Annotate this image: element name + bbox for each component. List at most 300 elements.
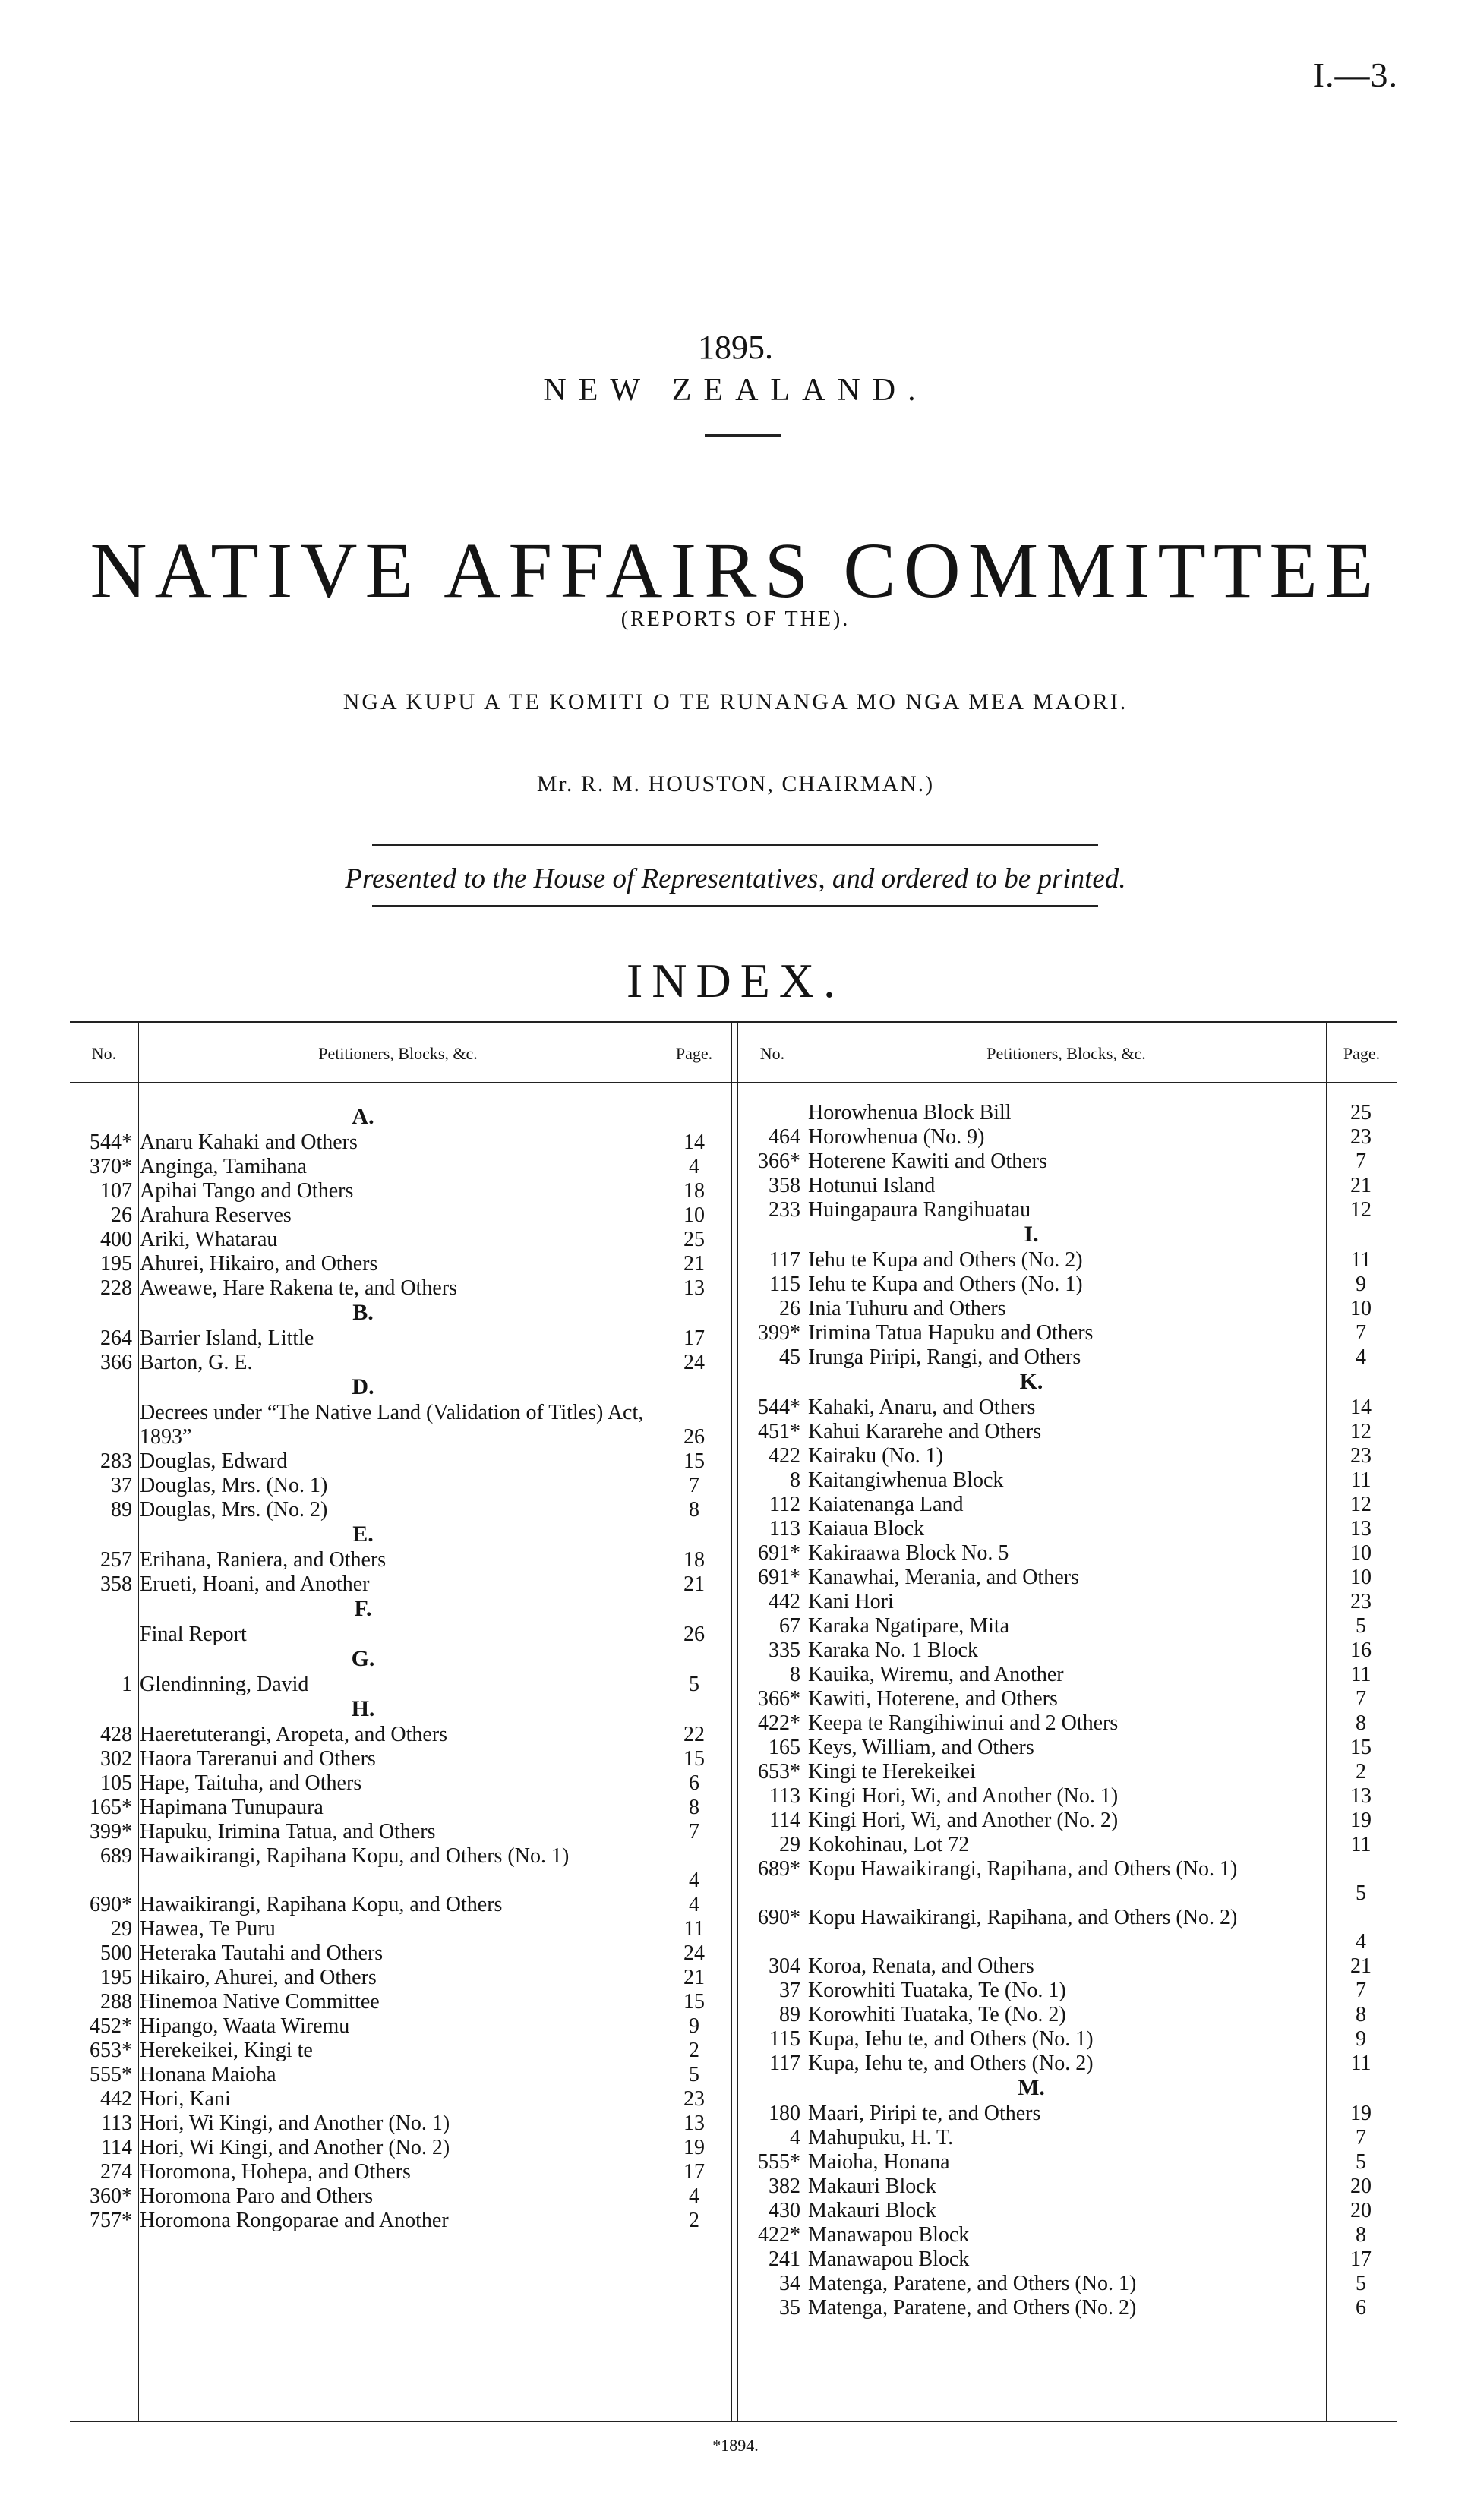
entry-page: 10: [683, 1203, 705, 1227]
header-petitioners-left: Petitioners, Blocks, &c.: [318, 1044, 478, 1063]
entry-name: Keys, William, and Others: [808, 1736, 1034, 1759]
document-year: 1895.: [698, 329, 773, 366]
entry-name: Korowhiti Tuataka, Te (No. 2): [808, 2003, 1066, 2026]
entry-page: 19: [683, 2136, 705, 2159]
entry-number: 500: [100, 1941, 132, 1965]
index-entry: [738, 1857, 1399, 1906]
entry-number: 113: [769, 1517, 800, 1541]
entry-page: 4: [689, 1869, 699, 1892]
entry-page: 13: [1350, 1517, 1372, 1541]
index-letter-heading: [70, 1597, 731, 1623]
entry-name: Kokohinau, Lot 72: [808, 1833, 970, 1856]
entry-number: 690*: [758, 1906, 800, 1929]
entry-number: 335: [769, 1638, 800, 1662]
entry-page: 11: [1350, 1468, 1372, 1492]
index-entry: [738, 1273, 1399, 1297]
entry-page: 7: [1356, 1150, 1366, 1173]
entry-page: 9: [1356, 2027, 1366, 2051]
entry-page: 14: [1350, 1396, 1372, 1419]
letter-heading-text: D.: [352, 1374, 374, 1399]
index-entry: [70, 1990, 731, 2014]
entry-page: 9: [1356, 1273, 1366, 1296]
index-entry: [738, 1906, 1399, 1954]
index-entry: [70, 1179, 731, 1203]
index-entry: [738, 1638, 1399, 1663]
index-entry: [738, 1663, 1399, 1687]
entry-name: Horowhenua Block Bill: [808, 1101, 1012, 1124]
entry-name: Irimina Tatua Hapuku and Others: [808, 1321, 1094, 1345]
entry-number: 195: [100, 1966, 132, 1989]
index-letter-heading: [738, 1370, 1399, 1396]
letter-heading-text: K.: [1019, 1369, 1043, 1394]
entry-number: 165*: [90, 1796, 132, 1819]
entry-number: 117: [769, 2052, 800, 2075]
entry-name: Matenga, Paratene, and Others (No. 1): [808, 2272, 1137, 2295]
index-entry: [738, 1541, 1399, 1566]
entry-page: 19: [1350, 2102, 1372, 2125]
entry-page: 4: [689, 1893, 699, 1916]
entry-page: 2: [689, 2039, 699, 2062]
index-entry: [738, 1614, 1399, 1638]
entry-number: 1: [122, 1673, 132, 1696]
index-left-column: [70, 1105, 731, 2233]
entry-number: 113: [101, 2112, 132, 2135]
entry-name: Erihana, Raniera, and Others: [140, 1548, 387, 1572]
entry-number: 689: [100, 1844, 132, 1868]
entry-number: 430: [769, 2199, 800, 2222]
entry-name: Horomona Rongoparae and Another: [140, 2209, 449, 2232]
entry-number: 195: [100, 1252, 132, 1276]
table-header-rule: [70, 1082, 1397, 1083]
entry-name: Manawapou Block: [808, 2223, 970, 2247]
index-entry: [738, 1150, 1399, 1174]
header-no-left: No.: [91, 1044, 117, 1063]
entry-name: Keepa te Rangihiwinui and 2 Others: [808, 1711, 1119, 1735]
entry-name: Manawapou Block: [808, 2247, 970, 2271]
header-page-right: Page.: [1343, 1044, 1381, 1063]
entry-number: 89: [779, 2003, 800, 2026]
entry-name: Kani Hori: [808, 1590, 894, 1613]
entry-number: 37: [111, 1474, 132, 1497]
index-entry: [70, 1474, 731, 1498]
index-entry: [70, 1449, 731, 1474]
entry-page: 20: [1350, 2175, 1372, 2198]
index-entry: [70, 1844, 731, 1893]
entry-page: 17: [1350, 2247, 1372, 2271]
entry-name: Kaitangiwhenua Block: [808, 1468, 1004, 1492]
entry-page: 26: [683, 1623, 705, 1646]
entry-name: Hawaikirangi, Rapihana Kopu, and Others: [140, 1893, 503, 1916]
index-entry: [738, 1174, 1399, 1198]
index-entry: [70, 2136, 731, 2160]
index-entry: [70, 1155, 731, 1179]
entry-page: 21: [683, 1966, 705, 1989]
entry-number: 8: [790, 1663, 800, 1686]
entry-name: Maioha, Honana: [808, 2150, 950, 2174]
index-entry: [70, 1723, 731, 1747]
entry-number: 358: [769, 1174, 800, 1197]
entry-number: 691*: [758, 1541, 800, 1565]
entry-number: 117: [769, 1248, 800, 1272]
entry-page: 2: [689, 2209, 699, 2232]
entry-page: 5: [1356, 2272, 1366, 2295]
index-letter-heading: [70, 1301, 731, 1326]
index-entry: [738, 2247, 1399, 2272]
entry-page: 7: [689, 1474, 699, 1497]
entry-name: Hoterene Kawiti and Others: [808, 1150, 1047, 1173]
entry-name: Kingi te Herekeikei: [808, 1760, 976, 1784]
index-entry: [70, 1351, 731, 1375]
entry-name: Anaru Kahaki and Others: [140, 1131, 358, 1154]
entry-number: 366*: [758, 1150, 800, 1173]
entry-name: Kopu Hawaikirangi, Rapihana, and Others (No. 2): [808, 1906, 1238, 1929]
entry-name: Haora Tareranui and Others: [140, 1747, 376, 1771]
index-entry: [738, 1444, 1399, 1468]
entry-name: Kupa, Iehu te, and Others (No. 2): [808, 2052, 1094, 2075]
entry-name: Kingi Hori, Wi, and Another (No. 1): [808, 1784, 1119, 1808]
maori-title: NGA KUPU A TE KOMITI O TE RUNANGA MO NGA MEA MAORI.: [342, 689, 1129, 714]
index-entry: [738, 2150, 1399, 2175]
entry-name: Herekeikei, Kingi te: [140, 2039, 313, 2062]
entry-number: 360*: [90, 2184, 132, 2208]
index-entry: [70, 2184, 731, 2209]
index-entry: [738, 2126, 1399, 2150]
index-entry: [70, 1747, 731, 1771]
entry-number: 114: [101, 2136, 132, 2159]
entry-number: 113: [769, 1784, 800, 1808]
entry-number: 29: [779, 1833, 800, 1856]
document-title: NATIVE AFFAIRS COMMITTEE: [90, 527, 1381, 614]
index-entry: [70, 1966, 731, 1990]
index-entry: [738, 1297, 1399, 1321]
entry-name: Douglas, Edward: [140, 1449, 288, 1473]
index-entry: [70, 2063, 731, 2087]
entry-page: 5: [689, 2063, 699, 2086]
entry-page: 23: [1350, 1590, 1372, 1613]
entry-page: 18: [683, 1179, 705, 1203]
entry-name: Hawaikirangi, Rapihana Kopu, and Others (No. 1): [140, 1844, 570, 1868]
index-entry: [738, 2296, 1399, 2320]
entry-page: 7: [1356, 1687, 1366, 1711]
entry-number: 115: [769, 1273, 800, 1296]
entry-name: Kairaku (No. 1): [808, 1444, 944, 1468]
entry-page: 13: [683, 1276, 705, 1300]
entry-page: 20: [1350, 2199, 1372, 2222]
entry-name: Kakiraawa Block No. 5: [808, 1541, 1009, 1565]
entry-page: 17: [683, 1326, 705, 1350]
entry-page: 9: [689, 2014, 699, 2038]
entry-number: 422*: [758, 2223, 800, 2247]
entry-number: 89: [111, 1498, 132, 1522]
index-entry: [738, 1125, 1399, 1150]
entry-number: 691*: [758, 1566, 800, 1589]
table-bottom-rule: [70, 2421, 1397, 2422]
entry-page: 8: [689, 1498, 699, 1522]
index-entry: [70, 2160, 731, 2184]
index-letter-heading: [70, 1697, 731, 1723]
entry-page: 4: [1356, 1345, 1366, 1369]
index-entry: [738, 2272, 1399, 2296]
entry-number: 29: [111, 1917, 132, 1941]
header-page-left: Page.: [675, 1044, 713, 1063]
country-heading: NEW ZEALAND.: [543, 373, 928, 408]
entry-name: Ariki, Whatarau: [140, 1228, 278, 1251]
entry-page: 4: [1356, 1930, 1366, 1954]
entry-number: 689*: [758, 1857, 800, 1881]
entry-page: 13: [683, 2112, 705, 2135]
entry-name: Hawea, Te Puru: [140, 1917, 276, 1941]
entry-number: 283: [100, 1449, 132, 1473]
index-letter-heading: [738, 1222, 1399, 1248]
entry-page: 21: [1350, 1174, 1372, 1197]
entry-number: 653*: [90, 2039, 132, 2062]
entry-name: Hape, Taituha, and Others: [140, 1771, 362, 1795]
letter-heading-text: M.: [1018, 2075, 1045, 2100]
entry-name: Horomona, Hohepa, and Others: [140, 2160, 411, 2184]
letter-heading-text: A.: [352, 1104, 374, 1129]
index-entry: [738, 2003, 1399, 2027]
index-entry: [70, 1572, 731, 1597]
entry-page: 10: [1350, 1541, 1372, 1565]
entry-number: 653*: [758, 1760, 800, 1784]
index-entry: [738, 1833, 1399, 1857]
entry-page: 8: [1356, 1711, 1366, 1735]
entry-number: 257: [100, 1548, 132, 1572]
entry-number: 555*: [90, 2063, 132, 2086]
entry-number: 464: [769, 1125, 800, 1149]
entry-number: 302: [100, 1747, 132, 1771]
entry-name: Iehu te Kupa and Others (No. 2): [808, 1248, 1083, 1272]
index-entry: [70, 1548, 731, 1572]
entry-page: 4: [689, 1155, 699, 1178]
entry-name: Hipango, Waata Wiremu: [140, 2014, 350, 2038]
entry-page: 21: [683, 1252, 705, 1276]
entry-page: 13: [1350, 1784, 1372, 1808]
entry-page: 14: [683, 1131, 705, 1154]
entry-number: 67: [779, 1614, 800, 1638]
entry-page: 19: [1350, 1809, 1372, 1832]
index-entry: [738, 1760, 1399, 1784]
entry-page: 21: [683, 1572, 705, 1596]
divider: [705, 434, 781, 437]
entry-name: Kawiti, Hoterene, and Others: [808, 1687, 1058, 1711]
entry-name: Iehu te Kupa and Others (No. 1): [808, 1273, 1083, 1296]
entry-name: Makauri Block: [808, 2175, 936, 2198]
entry-name: Makauri Block: [808, 2199, 936, 2222]
entry-number: 107: [100, 1179, 132, 1203]
divider: [372, 905, 1098, 907]
entry-name: Aweawe, Hare Rakena te, and Others: [140, 1276, 458, 1300]
index-entry: [70, 1673, 731, 1697]
entry-number: 45: [779, 1345, 800, 1369]
entry-name: Arahura Reserves: [140, 1203, 292, 1227]
index-entry: [70, 1796, 731, 1820]
entry-number: 304: [769, 1954, 800, 1978]
entry-number: 288: [100, 1990, 132, 2014]
entry-number: 544*: [758, 1396, 800, 1419]
index-entry: [70, 1623, 731, 1647]
entry-page: 22: [683, 1723, 705, 1746]
entry-name: Hapuku, Irimina Tatua, and Others: [140, 1820, 436, 1843]
entry-page: 12: [1350, 1420, 1372, 1443]
entry-page: 15: [683, 1990, 705, 2014]
entry-name: Kingi Hori, Wi, and Another (No. 2): [808, 1809, 1119, 1832]
entry-number: 442: [100, 2087, 132, 2111]
index-entry: [70, 1276, 731, 1301]
index-letter-heading: [738, 2076, 1399, 2102]
index-entry: [70, 2014, 731, 2039]
entry-number: 442: [769, 1590, 800, 1613]
divider: [372, 844, 1098, 846]
entry-page: 17: [683, 2160, 705, 2184]
entry-name: Hori, Wi Kingi, and Another (No. 2): [140, 2136, 450, 2159]
entry-name: Kauika, Wiremu, and Another: [808, 1663, 1064, 1686]
entry-page: 11: [1350, 1663, 1372, 1686]
chairman-line: Mr. R. M. HOUSTON, CHAIRMAN.): [536, 771, 935, 796]
index-entry: [70, 1820, 731, 1844]
entry-name: Hapimana Tunupaura: [140, 1796, 324, 1819]
entry-page: 7: [689, 1820, 699, 1843]
index-entry: [70, 1917, 731, 1941]
index-entry: [738, 1101, 1399, 1125]
header-petitioners-right: Petitioners, Blocks, &c.: [986, 1044, 1146, 1063]
index-entry: [738, 1345, 1399, 1370]
index-entry: [70, 1893, 731, 1917]
entry-page: 6: [1356, 2296, 1366, 2320]
index-letter-heading: [70, 1522, 731, 1548]
entry-number: 112: [769, 1493, 800, 1516]
entry-page: 25: [683, 1228, 705, 1251]
index-letter-heading: [70, 1647, 731, 1673]
entry-page: 24: [683, 1351, 705, 1374]
entry-number: 452*: [90, 2014, 132, 2038]
index-heading: INDEX.: [626, 954, 845, 1008]
entry-name: Irunga Piripi, Rangi, and Others: [808, 1345, 1081, 1369]
entry-page: 8: [689, 1796, 699, 1819]
index-entry: [738, 1493, 1399, 1517]
entry-number: 399*: [758, 1321, 800, 1345]
document-subtitle: (REPORTS OF THE).: [620, 607, 851, 631]
index-entry: [70, 1203, 731, 1228]
index-entry: [70, 1326, 731, 1351]
index-entry: [738, 1736, 1399, 1760]
entry-number: 264: [100, 1326, 132, 1350]
entry-page: 15: [683, 1449, 705, 1473]
footnote: *1894.: [712, 2436, 759, 2455]
entry-name: Kupa, Iehu te, and Others (No. 1): [808, 2027, 1094, 2051]
header-no-right: No.: [759, 1044, 785, 1063]
entry-page: 7: [1356, 1979, 1366, 2002]
index-entry: [70, 1252, 731, 1276]
index-entry: [70, 1131, 731, 1155]
index-entry: [738, 1321, 1399, 1345]
entry-page: 8: [1356, 2223, 1366, 2247]
index-entry: [738, 2052, 1399, 2076]
index-entry: [738, 1198, 1399, 1222]
entry-name: Mahupuku, H. T.: [808, 2126, 954, 2149]
entry-number: 26: [779, 1297, 800, 1320]
entry-page: 8: [1356, 2003, 1366, 2026]
entry-number: 4: [790, 2126, 800, 2149]
entry-name: Final Report: [140, 1623, 247, 1646]
entry-name: Erueti, Hoani, and Another: [140, 1572, 370, 1596]
index-entry: [738, 1396, 1399, 1420]
entry-name: Decrees under “The Native Land (Validation of Titles) Act, 1893”: [140, 1401, 644, 1449]
letter-heading-text: E.: [352, 1522, 374, 1547]
index-entry: [738, 1809, 1399, 1833]
entry-page: 5: [1356, 2150, 1366, 2174]
entry-page: 11: [1350, 1248, 1372, 1272]
index-entry: [738, 1468, 1399, 1493]
index-entry: [70, 1401, 731, 1449]
index-entry: [738, 1954, 1399, 1979]
entry-number: 8: [790, 1468, 800, 1492]
index-entry: [738, 1566, 1399, 1590]
index-entry: [738, 2027, 1399, 2052]
entry-page: 25: [1350, 1101, 1372, 1124]
letter-heading-text: B.: [352, 1300, 374, 1325]
entry-name: Karaka No. 1 Block: [808, 1638, 978, 1662]
letter-heading-text: F.: [354, 1596, 372, 1621]
entry-number: 35: [779, 2296, 800, 2320]
entry-page: 11: [1350, 2052, 1372, 2075]
index-entry: [738, 2102, 1399, 2126]
entry-number: 366: [100, 1351, 132, 1374]
entry-name: Douglas, Mrs. (No. 2): [140, 1498, 328, 1522]
entry-number: 233: [769, 1198, 800, 1222]
entry-name: Haeretuterangi, Aropeta, and Others: [140, 1723, 448, 1746]
entry-page: 2: [1356, 1760, 1366, 1784]
entry-page: 7: [1356, 1321, 1366, 1345]
entry-page: 23: [1350, 1125, 1372, 1149]
entry-number: 422*: [758, 1711, 800, 1735]
entry-name: Glendinning, David: [140, 1673, 309, 1696]
entry-number: 555*: [758, 2150, 800, 2174]
entry-number: 422: [769, 1444, 800, 1468]
entry-name: Anginga, Tamihana: [140, 1155, 307, 1178]
entry-number: 26: [111, 1203, 132, 1227]
entry-name: Koroa, Renata, and Others: [808, 1954, 1034, 1978]
entry-name: Hikairo, Ahurei, and Others: [140, 1966, 377, 1989]
entry-number: 228: [100, 1276, 132, 1300]
entry-name: Kanawhai, Merania, and Others: [808, 1566, 1079, 1589]
page-reference: I.—3.: [1312, 55, 1398, 94]
entry-number: 165: [769, 1736, 800, 1759]
entry-number: 114: [769, 1809, 800, 1832]
entry-name: Hori, Kani: [140, 2087, 231, 2111]
entry-page: 12: [1350, 1198, 1372, 1222]
entry-name: Huingapaura Rangihuatau: [808, 1198, 1031, 1222]
entry-number: 358: [100, 1572, 132, 1596]
entry-name: Honana Maioha: [140, 2063, 276, 2086]
entry-name: Kopu Hawaikirangi, Rapihana, and Others (No. 1): [808, 1857, 1238, 1881]
entry-name: Hotunui Island: [808, 1174, 936, 1197]
entry-number: 382: [769, 2175, 800, 2198]
entry-page: 6: [689, 1771, 699, 1795]
index-entry: [738, 1517, 1399, 1541]
index-entry: [70, 2039, 731, 2063]
entry-page: 10: [1350, 1297, 1372, 1320]
letter-heading-text: I.: [1024, 1222, 1039, 1247]
entry-name: Ahurei, Hikairo, and Others: [140, 1252, 378, 1276]
entry-page: 18: [683, 1548, 705, 1572]
entry-name: Kaiaua Block: [808, 1517, 925, 1541]
index-entry: [738, 1784, 1399, 1809]
index-letter-heading: [70, 1375, 731, 1401]
column-center-rule: [731, 1023, 732, 2421]
entry-page: 12: [1350, 1493, 1372, 1516]
letter-heading-text: H.: [351, 1696, 375, 1721]
